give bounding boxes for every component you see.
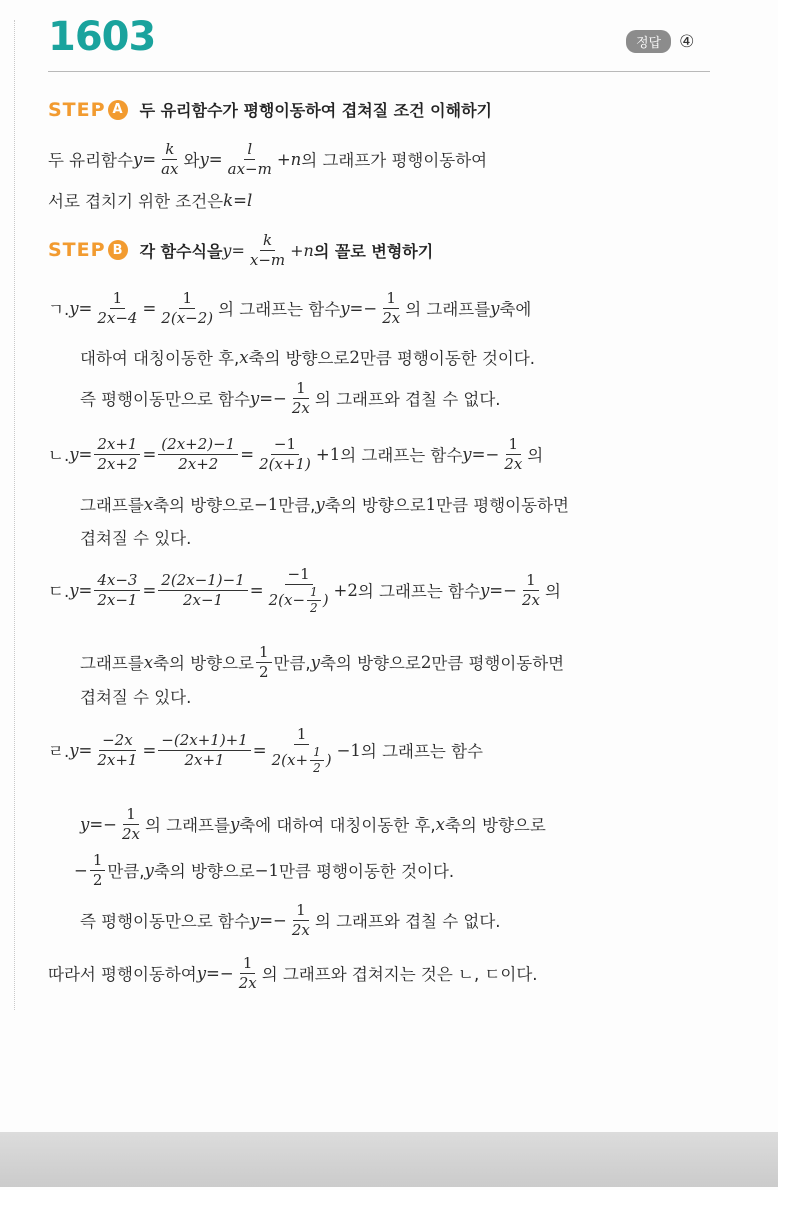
step-a-title: 두 유리함수가 평행이동하여 겹쳐질 조건 이해하기 (139, 101, 492, 120)
fraction (94, 572, 140, 608)
frac-l-axm (225, 141, 275, 177)
fraction (289, 380, 313, 416)
frac-num: 2x+1 (94, 436, 140, 455)
math-eq: = (252, 740, 267, 760)
math-x: x (239, 347, 249, 367)
math-y: y (229, 814, 240, 834)
math-y: y (315, 494, 325, 514)
math-plus-n: +n (276, 149, 302, 169)
frac-num: (2x+2)−1 (158, 436, 238, 455)
item-text: 축의 방향으로 (444, 816, 546, 835)
item-text: 의 그래프는 함수 (357, 582, 480, 602)
frac-num: 1 (293, 380, 309, 399)
frac-den: 2x (382, 308, 401, 327)
math-eq: = (231, 240, 245, 260)
math-y: y (69, 444, 79, 464)
fraction (519, 572, 543, 608)
math-eq: = (142, 740, 157, 760)
item-text: 축의 방향으로 (248, 349, 350, 368)
frac-den: 2 (310, 600, 318, 615)
fraction (501, 436, 525, 472)
frac-num: 1 (506, 436, 522, 455)
math-k-eq-l: k=l (223, 190, 253, 210)
intro-line-1 (48, 141, 487, 177)
math-minus: −1 (336, 740, 361, 760)
frac-den: 2 (258, 662, 269, 681)
frac-den: 2x (521, 590, 540, 609)
item-4-line-1 (48, 726, 483, 775)
margin-guide (14, 20, 15, 1010)
math-y: y (132, 149, 143, 169)
frac-num: 1 (307, 586, 321, 601)
item-text: 의 그래프와 겹칠 수 없다. (314, 390, 501, 409)
math-plus: +1 (315, 444, 341, 464)
frac-num: 1 (240, 955, 256, 974)
frac-den: 2x+1 (184, 750, 225, 769)
frac-num: 1 (123, 806, 139, 825)
item-2-line-1 (48, 436, 543, 472)
math-number: 2 (420, 652, 432, 672)
math-y: y (144, 860, 154, 880)
math-eq: = (78, 580, 93, 600)
conclusion-line (48, 955, 538, 991)
fraction (266, 566, 332, 615)
step-a-word: STEP (48, 98, 106, 121)
math-eq: = (78, 740, 93, 760)
math-plus-n: +n (290, 240, 314, 260)
frac-den (266, 585, 332, 615)
intro-line-2 (48, 188, 252, 212)
fraction (379, 290, 403, 326)
fraction (94, 732, 140, 768)
frac-num: −2x (99, 732, 136, 751)
frac-den: 2x+2 (97, 454, 138, 473)
frac-den: 2(x−2) (161, 308, 214, 327)
answer-box (626, 30, 694, 53)
item-label: ㄱ. (48, 300, 70, 319)
fraction-half (256, 644, 272, 680)
frac-den: 2x−1 (182, 590, 224, 609)
item-text: 의 그래프는 함수 (360, 742, 483, 762)
fraction (158, 572, 247, 608)
fraction (256, 436, 314, 472)
math-y: y (222, 240, 232, 260)
intro-text: 서로 겹치기 위한 조건은 (48, 192, 224, 211)
math-eq: = (142, 298, 157, 318)
fraction (158, 436, 238, 472)
math-eq: = (240, 444, 255, 464)
step-a-heading (48, 98, 492, 121)
math-eq: = (78, 444, 93, 464)
fraction-half (90, 852, 106, 888)
frac-num: 1 (523, 572, 539, 591)
math-y: y (490, 298, 500, 318)
item-text: 축에 (499, 300, 532, 319)
item-text: 만큼 평행이동하면 (436, 496, 569, 515)
math-eq: = (142, 580, 157, 600)
problem-number: 1603 (48, 14, 156, 60)
math-neg: y=− (249, 388, 287, 408)
step-b-title: 각 함수식을 (139, 241, 223, 261)
fraction-half (310, 746, 324, 775)
item-1-line-3 (80, 380, 501, 416)
math-eq: = (142, 444, 157, 464)
math-eq: = (142, 149, 157, 169)
item-text: 의 그래프를 (405, 300, 491, 319)
fraction (289, 902, 313, 938)
item-text: 만큼 평행이동한 것이다. (359, 349, 536, 368)
den-part: ) (325, 750, 332, 769)
frac-den: 2x−4 (97, 308, 138, 327)
math-y: y (69, 740, 79, 760)
item-text: 축의 방향으로 (324, 496, 426, 515)
item-text: 만큼, (107, 862, 145, 881)
item-1-line-1 (48, 290, 531, 326)
frac-den: x−m (249, 250, 286, 269)
item-text: 축의 방향으로 (153, 496, 254, 515)
frac-num: 1 (110, 290, 126, 309)
frac-den: 2x (504, 454, 523, 473)
item-3-line-1 (48, 566, 561, 615)
math-y: y (69, 580, 79, 600)
answer-value: ④ (679, 31, 695, 52)
step-b-circle-icon: B (108, 240, 128, 260)
frac-num: 1 (383, 290, 399, 309)
math-eq: = (249, 580, 264, 600)
item-text: 만큼 평행이동하면 (431, 654, 565, 673)
fraction (94, 436, 140, 472)
fraction (269, 726, 335, 775)
math-y: y (69, 298, 79, 318)
den-part: ) (322, 590, 329, 609)
item-4-line-4 (80, 902, 501, 938)
fraction (119, 806, 143, 842)
step-b-word: STEP (48, 239, 106, 261)
item-text: 겹쳐질 수 있다. (80, 529, 192, 548)
item-text: 의 그래프는 함수 (340, 446, 463, 465)
item-text: 만큼, (273, 654, 311, 673)
frac-num: k (162, 141, 177, 160)
frac-k-ax (158, 141, 181, 177)
intro-text: 의 그래프가 평행이동하여 (301, 151, 488, 170)
item-text: 축의 방향으로 (153, 862, 255, 881)
frac-num: 2(2x−1)−1 (158, 572, 247, 591)
frac-den: 2x (121, 824, 140, 843)
frac-den: 2(x+1) (259, 454, 311, 473)
header-divider (48, 71, 710, 72)
math-x: x (435, 814, 445, 834)
frac-num: k (260, 232, 275, 251)
item-label: ㄹ. (48, 742, 70, 762)
item-text: 그래프를 (80, 496, 144, 515)
frac-den: 2x (238, 973, 257, 992)
frac-den: ax (161, 159, 179, 178)
conclusion-text: 의 그래프와 겹쳐지는 것은 ㄴ, ㄷ이다. (261, 965, 538, 984)
step-b-heading (48, 232, 433, 268)
answer-badge: 정답 (626, 30, 671, 53)
frac-den: 2x (291, 398, 310, 417)
frac-num: 1 (256, 644, 272, 663)
math-number: −1 (254, 860, 280, 880)
frac-num: 1 (310, 746, 324, 761)
fraction (158, 732, 251, 768)
item-text: 의 그래프를 (145, 816, 230, 835)
fraction (94, 290, 140, 326)
math-neg: y=− (80, 814, 117, 834)
step-b-title: 의 꼴로 변형하기 (313, 241, 434, 261)
frac-num: 1 (90, 852, 106, 871)
frac-num: l (244, 141, 255, 160)
frac-den: ax−m (227, 159, 272, 178)
page-bottom-band (0, 1132, 778, 1187)
frac-den (269, 745, 335, 775)
item-2-line-2 (80, 492, 569, 516)
frac-num: 1 (294, 726, 310, 745)
math-y: y (199, 149, 209, 169)
item-text: 의 (544, 582, 561, 602)
math-number: −1 (253, 494, 279, 514)
math-plus: +2 (333, 580, 358, 600)
item-text: 축의 방향으로 (319, 654, 421, 673)
frac-num: 4x−3 (94, 572, 140, 591)
math-eq: = (208, 149, 223, 169)
frac-den: 2 (313, 760, 321, 775)
den-part: 2(x+ (271, 750, 309, 769)
math-x: x (143, 652, 154, 672)
item-3-line-3 (80, 684, 191, 708)
item-text: 그래프를 (80, 654, 144, 673)
frac-den: 2 (92, 870, 103, 889)
item-label: ㄴ. (48, 446, 70, 465)
fraction-half (307, 586, 321, 615)
frac-den: 2x+1 (97, 750, 138, 769)
math-minus: − (74, 860, 88, 880)
math-neg: y=− (340, 298, 378, 318)
item-text: 의 그래프는 함수 (218, 300, 341, 319)
frac-num: 1 (179, 290, 195, 309)
item-text: 즉 평행이동만으로 함수 (80, 912, 250, 931)
den-part: 2(x− (268, 590, 306, 609)
math-neg: y=− (479, 580, 517, 600)
math-y: y (310, 652, 320, 672)
item-text: 축에 대하여 대칭이동한 후, (239, 816, 436, 835)
fraction (158, 290, 216, 326)
item-text: 만큼, (278, 496, 316, 515)
frac-num: −1 (285, 566, 313, 585)
math-eq: = (78, 298, 93, 318)
frac-k-xm (247, 232, 288, 268)
math-number: 2 (349, 347, 360, 367)
frac-num: −(2x+1)+1 (158, 732, 251, 751)
item-text: 축의 방향으로 (153, 654, 254, 673)
item-text: 만큼 평행이동한 것이다. (279, 862, 455, 881)
intro-text: 두 유리함수 (48, 151, 133, 170)
step-a-circle-icon: A (108, 100, 128, 120)
item-text: 즉 평행이동만으로 함수 (80, 390, 250, 409)
frac-num: −1 (271, 436, 299, 455)
intro-text: 와 (183, 151, 200, 170)
item-2-line-3 (80, 525, 191, 549)
item-4-line-3 (74, 852, 454, 888)
item-label: ㄷ. (48, 582, 70, 602)
fraction (236, 955, 260, 991)
math-x: x (143, 494, 154, 514)
math-neg: y=− (249, 910, 287, 930)
math-neg: y=− (462, 444, 500, 464)
frac-den: 2x+2 (178, 454, 219, 473)
frac-den: 2x−1 (97, 590, 138, 609)
frac-num: 1 (293, 902, 309, 921)
conclusion-text: 따라서 평행이동하여 (48, 965, 197, 984)
item-1-line-2 (80, 345, 535, 369)
item-text: 대하여 대칭이동한 후, (80, 349, 240, 368)
item-text: 의 그래프와 겹칠 수 없다. (314, 912, 501, 931)
math-number: 1 (425, 494, 437, 514)
item-text: 겹쳐질 수 있다. (80, 688, 192, 707)
item-4-line-2 (80, 806, 546, 842)
item-3-line-2 (80, 644, 564, 680)
math-neg: y=− (196, 963, 234, 983)
frac-den: 2x (291, 920, 310, 939)
item-text: 의 (527, 446, 544, 465)
